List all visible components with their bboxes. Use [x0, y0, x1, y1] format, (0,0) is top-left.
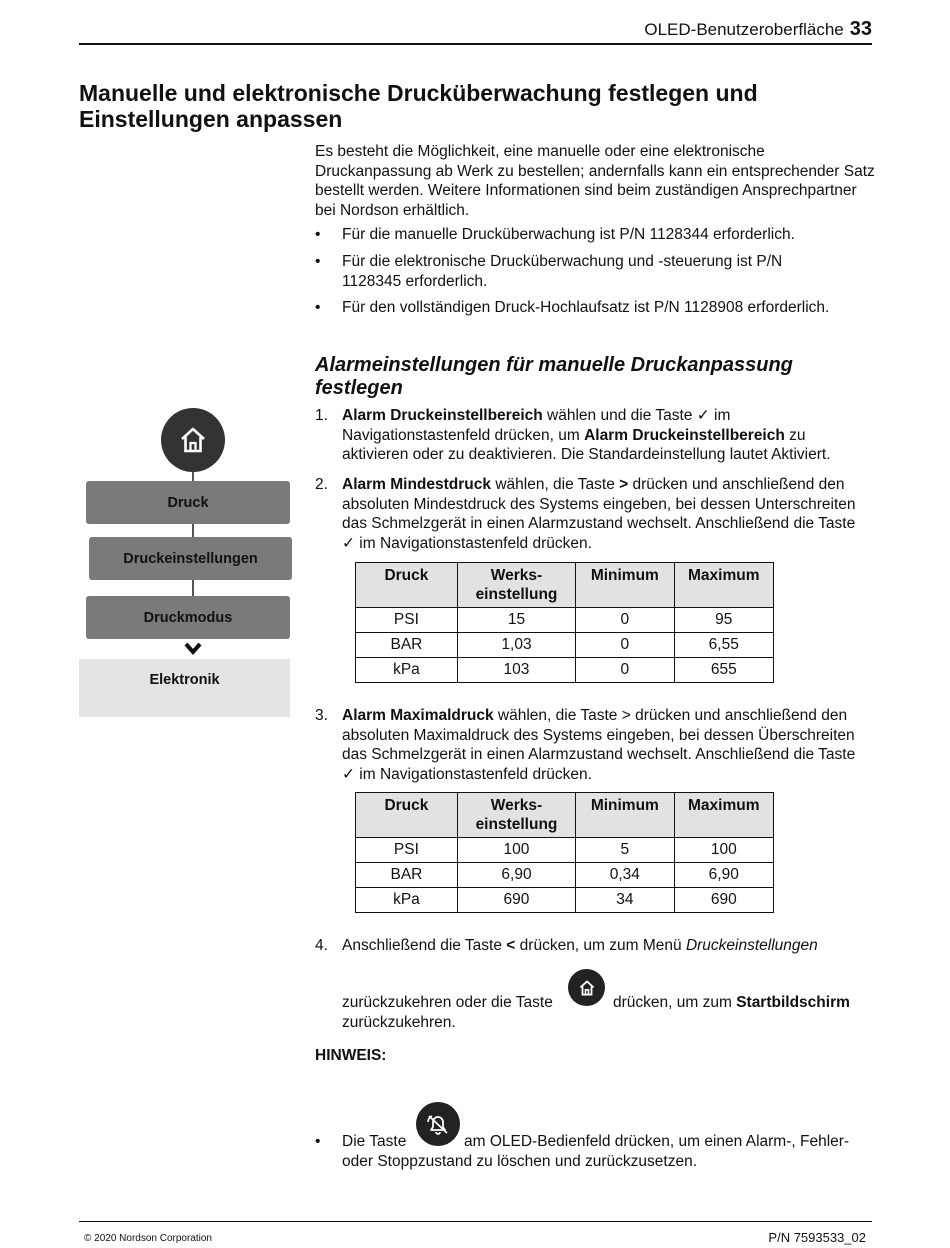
column-header: Minimum — [576, 563, 674, 608]
step-bold-text: Startbildschirm — [736, 994, 850, 1011]
step-bold-text: Alarm Druckeinstellbereich — [342, 407, 543, 424]
step-3 — [315, 706, 860, 784]
table-row — [356, 608, 774, 633]
column-header-line: einstellung — [475, 586, 558, 603]
intro-paragraph: Es besteht die Möglichkeit, eine manuelle oder eine elektronische Druckanpassung ab Werk zu bestellen; andernfalls kann ein entsprechender Satz bestellt werden. Weitere Informationen sind beim zuständigen Ansprechpartner bei Nordson erhältlich. — [315, 143, 875, 219]
step-number: 4. — [315, 937, 328, 954]
table-cell: 655 — [674, 658, 773, 683]
step-text: Anschließend die Taste — [342, 937, 507, 954]
bullet-text: Für die manuelle Drucküberwachung ist P/N 1128344 erforderlich. — [342, 226, 795, 243]
menu-item-druck — [86, 481, 290, 524]
column-header: Druck — [356, 793, 458, 838]
step-text: zu aktivieren oder zu deaktivieren. Die Standardeinstellung lautet Aktiviert. — [342, 426, 831, 463]
step-text: im Navigationstastenfeld drücken, um — [342, 407, 731, 444]
header-section-title: OLED-Benutzeroberfläche — [644, 20, 844, 39]
column-header-line: einstellung — [475, 816, 558, 833]
column-header: Druck — [356, 563, 458, 608]
table-cell: kPa — [356, 658, 458, 683]
step-bold-text: > — [619, 476, 629, 493]
table-cell: 95 — [674, 608, 773, 633]
table-cell: PSI — [356, 838, 458, 863]
menu-item-druckmodus — [86, 596, 290, 639]
table-cell: 0 — [576, 608, 674, 633]
bullet-dot: • — [315, 226, 321, 243]
step-text: wählen und die Taste — [542, 407, 697, 424]
bullet-dot: • — [315, 1133, 321, 1150]
step-text: wählen, die Taste > drücken und anschließend den absoluten Maximaldruck des Systems eingeben, bei dessen Überschreiten das Schmelzgerät in einen Alarmzustand wechselt. Anschließend die Taste — [342, 707, 856, 763]
step-italic-text: Druckeinstellungen — [685, 937, 818, 954]
bullet-dot: • — [315, 299, 321, 316]
bullet-item — [315, 225, 875, 245]
max-pressure-table — [355, 792, 774, 913]
column-header-line: Werks- — [490, 797, 543, 814]
step-bold-text: Alarm Druckeinstellbereich — [584, 426, 785, 444]
bullet-item — [315, 252, 795, 291]
step-1 — [315, 406, 875, 465]
connector-line — [192, 580, 194, 597]
home-icon — [178, 425, 208, 455]
copyright: © 2020 Nordson Corporation — [84, 1233, 212, 1244]
bullet-text: Für den vollständigen Druck-Hochlaufsatz ist P/N 1128908 erforderlich. — [342, 299, 830, 316]
table-cell: BAR — [356, 633, 458, 658]
step-text: zurückzukehren oder die Taste — [342, 994, 553, 1011]
note-label: HINWEIS: — [315, 1047, 387, 1064]
table-row — [356, 658, 774, 683]
step-text: drücken, um zum Menü — [515, 937, 686, 954]
table-cell: 690 — [457, 888, 575, 913]
step-bold-text: Alarm Maximaldruck — [342, 707, 494, 724]
table-cell: 34 — [576, 888, 674, 913]
column-header-line: Werks- — [490, 567, 543, 584]
table-row — [356, 888, 774, 913]
step-text: im Navigationstastenfeld drücken. — [355, 765, 592, 783]
column-header: Maximum — [674, 793, 773, 838]
min-pressure-table — [355, 562, 774, 683]
note-text: am OLED-Bedienfeld drücken, um einen Alarm-, Fehler- oder Stoppzustand zu löschen und zurückzusetzen. — [342, 1133, 850, 1170]
step-text: drücken und anschließend den absoluten Mindestdruck des Systems eingeben, bei dessen Unterschreiten das Schmelzgerät in einen Alarmzustand wechselt. Anschließend die Taste — [342, 476, 856, 532]
table-row — [356, 863, 774, 888]
checkmark-icon: ✓ — [342, 765, 355, 783]
table-cell: 1,03 — [457, 633, 575, 658]
column-header: Maximum — [674, 563, 773, 608]
column-header: Minimum — [576, 793, 674, 838]
checkmark-icon: ✓ — [342, 534, 355, 552]
column-header — [457, 563, 575, 608]
table-cell: 6,90 — [457, 863, 575, 888]
bullet-dot: • — [315, 253, 321, 270]
step-4-continued — [613, 993, 873, 1013]
footer-divider — [79, 1221, 872, 1222]
table-cell: BAR — [356, 863, 458, 888]
connector-line — [192, 524, 194, 537]
table-cell: 0 — [576, 633, 674, 658]
bullet-text: Für die elektronische Drucküberwachung und -steuerung ist P/N 1128345 erforderlich. — [342, 253, 783, 290]
table-cell: 690 — [674, 888, 773, 913]
home-icon — [568, 969, 605, 1006]
checkmark-icon: ✓ — [696, 407, 710, 424]
home-button — [161, 408, 225, 472]
step-text: drücken, um zum — [613, 994, 737, 1011]
step-number: 3. — [315, 707, 328, 724]
menu-item-druckeinstellungen — [89, 537, 292, 580]
page-title: Manuelle und elektronische Drucküberwachung festlegen und Einstellungen anpassen — [79, 80, 758, 132]
note-text: Die Taste — [342, 1133, 407, 1150]
column-header — [457, 793, 575, 838]
bullet-item — [315, 298, 875, 318]
part-number: P/N 7593533_02 — [768, 1230, 866, 1245]
table-cell: 6,90 — [674, 863, 773, 888]
menu-item-label: Druckeinstellungen — [123, 550, 258, 567]
step-text: im Navigationstastenfeld drücken. — [355, 534, 592, 552]
table-row — [356, 838, 774, 863]
table-cell: 15 — [457, 608, 575, 633]
step-4 — [315, 936, 875, 956]
step-2 — [315, 475, 860, 553]
table-row — [356, 633, 774, 658]
table-cell: 100 — [457, 838, 575, 863]
page-header — [644, 18, 872, 41]
step-bold-text: < — [506, 937, 516, 954]
selected-option-elektronik: Elektronik — [79, 659, 290, 717]
table-cell: 5 — [576, 838, 674, 863]
table-cell: kPa — [356, 888, 458, 913]
header-divider — [79, 43, 872, 45]
table-header-row — [356, 793, 774, 838]
step-number: 1. — [315, 407, 328, 424]
step-number: 2. — [315, 476, 328, 493]
table-header-row — [356, 563, 774, 608]
table-cell: 6,55 — [674, 633, 773, 658]
table-cell: PSI — [356, 608, 458, 633]
step-4-continued — [342, 1013, 456, 1033]
home-glyph — [578, 979, 596, 997]
step-bold-text: Alarm Mindestdruck — [342, 476, 492, 493]
page-number: 33 — [849, 18, 872, 40]
table-cell: 0 — [576, 658, 674, 683]
table-cell: 0,34 — [576, 863, 674, 888]
table-cell: 100 — [674, 838, 773, 863]
chevron-down-icon — [183, 641, 203, 657]
step-text: wählen, die Taste — [491, 476, 620, 493]
step-text: zurückzukehren. — [342, 1014, 456, 1031]
section-subtitle: Alarmeinstellungen für manuelle Druckanpassung festlegen — [315, 354, 793, 399]
menu-item-label: Druckmodus — [143, 609, 233, 626]
table-cell: 103 — [457, 658, 575, 683]
menu-item-label: Druck — [167, 494, 209, 511]
